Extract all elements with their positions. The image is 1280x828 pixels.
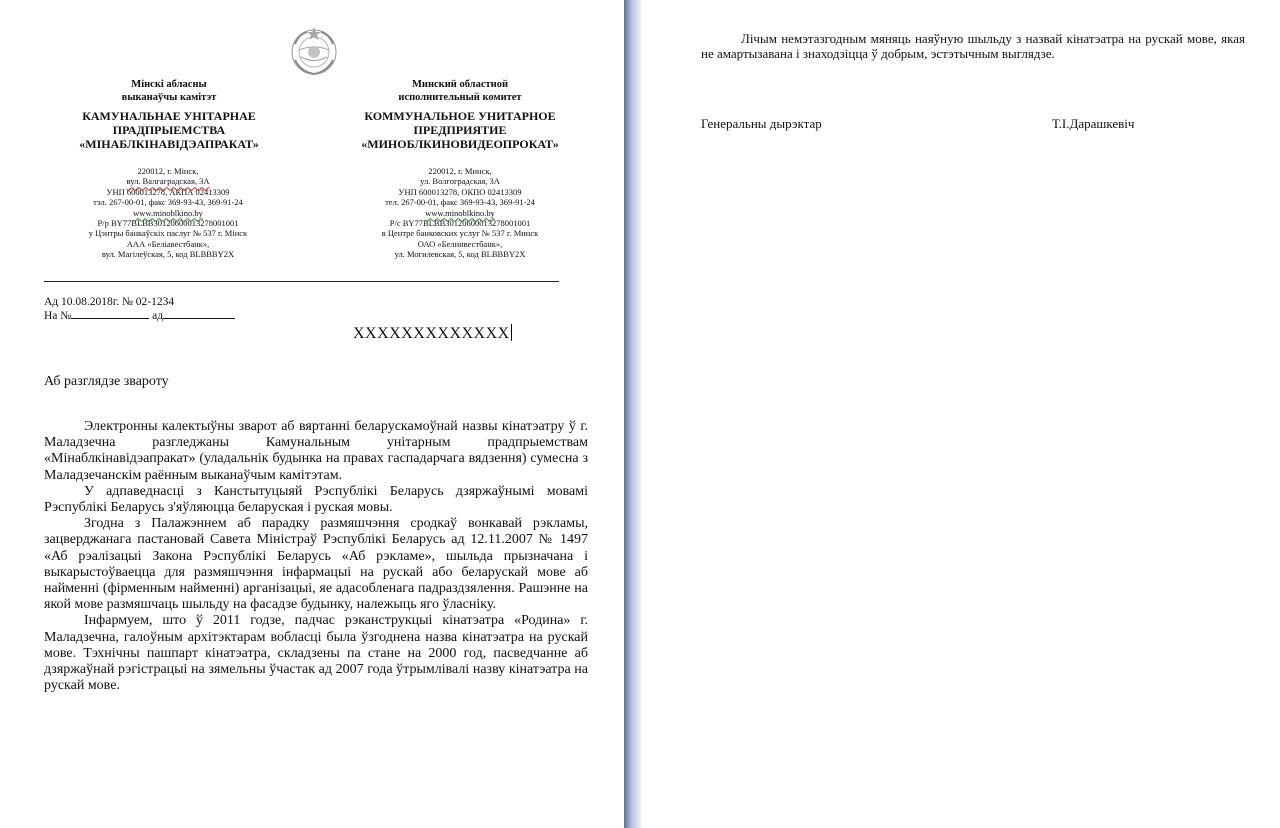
address-line: ОАО «Белинвестбанк»,: [417, 238, 503, 249]
org-line: исполнительный комитет: [398, 92, 522, 103]
incoming-date-blank[interactable]: [163, 309, 235, 319]
org-line: выканаўчы камітэт: [121, 92, 217, 103]
address-line: Р/с BY77BLBB30120600013278001001: [389, 218, 531, 229]
body-paragraph: Лічым немэтазгодным мяняць наяўную шыльду з назвай кінатэатра на рускай мове, якая не амартызавана і знаходзіцца ў добрым, эстэтычным выглядзе.: [701, 31, 1245, 62]
address-line: ул. Могилевская, 5, код BLBBBY2X: [394, 249, 526, 260]
body-paragraph: Згодна з Палажэннем аб парадку размяшчэння сродкаў вонкавай рэкламы, зацверджанага пастановай Савета Міністраў Рэспублікі Беларусь ад 12.11.2007 № 1497 «Аб рэалізацыі Закона Рэспублікі Беларусь «Аб рэкламе», шыльда прызначана і выкарыстоўваецца для размяшчэння інфармацыі на рускай або беларускай мове аб найменні (фірменным найменні) арганізацыі, яе адасобленага падраздзялення. Рашэнне на якой мове размяшчаць шыльду на фасадзе будынку, належыць яго ўласніку.: [44, 516, 588, 613]
org-line: Минский областной: [412, 79, 508, 90]
address-line: у Цэнтры банкаўскіх паслуг № 537 г. Мінск: [88, 228, 248, 239]
body-paragraph: У адпаведнасці з Канстытуцыяй Рэспублікі Беларусь дзяржаўнымі мовамі Рэспублікі Беларусь з'яўляюцца беларуская і руская мовы.: [44, 483, 588, 516]
website-line: www.minoblkino.by: [425, 207, 495, 218]
address-line: 220012, г. Мінск,: [137, 166, 199, 176]
letter-body-continued[interactable]: [701, 31, 1245, 61]
company-name-line: КАМУНАЛЬНАЕ УНІТАРНАЕ: [82, 109, 256, 123]
incoming-date-label: ад: [152, 310, 164, 322]
letterhead-russian: [350, 78, 570, 151]
company-name-line: ПРЕДПРИЯТИЕ: [413, 123, 507, 137]
recipient-field[interactable]: [353, 324, 512, 343]
address-line: УНП 600013278, АКПА 02413309: [106, 186, 230, 197]
letter-subject: Аб разглядзе звароту: [44, 374, 169, 389]
address-line: 220012, г. Минск,: [428, 166, 492, 176]
outgoing-reference: Ад 10.08.2018г. № 02-1234: [44, 296, 175, 308]
signature-title: Генеральны дырэктар: [701, 116, 822, 131]
signature-name: Т.І.Дарашкевіч: [1052, 116, 1135, 131]
letterhead-divider: [44, 281, 559, 282]
page-divider: [624, 0, 641, 828]
company-name-line: «МИНОБЛКИНОВИДЕОПРОКАТ»: [361, 137, 559, 151]
address-block-russian: [346, 166, 574, 260]
address-line: Р/р BY77BLBB30120600013278001001: [97, 218, 239, 229]
body-paragraph: Электронны калектыўны зварот аб вяртанні беларускамоўнай назвы кінатэатру ў г. Маладзечна разгледжаны Камунальным унітарным прадпрыемствам «Мінаблкінавідэапракат» (уладальнік будынка на правах гаспадарчага вядзення) сумесна з Маладзечанскім раённым выканаўчым камітэтам.: [44, 419, 588, 483]
org-line: Мінскі абласны: [131, 79, 207, 90]
letter-body[interactable]: [44, 419, 588, 694]
website-line: www.minoblkino.by: [133, 207, 203, 218]
incoming-reference: [44, 309, 235, 322]
address-line: ул. Волгоградская, 3А: [420, 176, 500, 187]
address-line: вул. Магілеўская, 5, код BLBBBY2X: [101, 249, 235, 260]
state-emblem-icon: [287, 24, 341, 78]
recipient-name: XXXXXXXXXXXXX: [353, 325, 510, 342]
company-name-line: «МІНАБЛКІНАВІДЭАПРАКАТ»: [79, 137, 259, 151]
address-line: в Центре банковских услуг № 537 г. Минск: [381, 228, 539, 239]
incoming-number-blank[interactable]: [71, 309, 149, 319]
company-name-line: КОММУНАЛЬНОЕ УНИТАРНОЕ: [364, 109, 556, 123]
address-line: ААА «Беліавестбанк»,: [126, 238, 210, 249]
text-cursor: [511, 324, 512, 341]
address-line: УНП 600013278, ОКПО 02413309: [398, 186, 522, 197]
document-page-1[interactable]: [0, 0, 624, 828]
letterhead-belarusian: [54, 78, 284, 151]
address-line: вул. Валгаградская, 3А: [126, 176, 210, 187]
address-block-belarusian: [46, 166, 290, 260]
incoming-number-label: На №: [44, 310, 72, 322]
address-line: тэл. 267-00-01, факс 369-93-43, 369-91-24: [93, 197, 243, 208]
address-line: тел. 267-00-01, факс 369-93-43, 369-91-24: [385, 197, 535, 208]
body-paragraph: Інфармуем, што ў 2011 годзе, падчас рэканструкцыі кінатэатра «Родина» г. Маладзечна, галоўным архітэктарам вобласці была ўзгоднена назва кінатэатра на рускай мове. Тэхнічны пашпарт кінатэатра, складзены па стане на 2000 год, пасведчанне аб дзяржаўнай рэгістрацыі на зямельны ўчастак ад 2007 года ўтрымлівалі назву кінатэатра на рускай мове.: [44, 613, 588, 694]
company-name-line: ПРАДПРЫЕМСТВА: [112, 123, 226, 137]
